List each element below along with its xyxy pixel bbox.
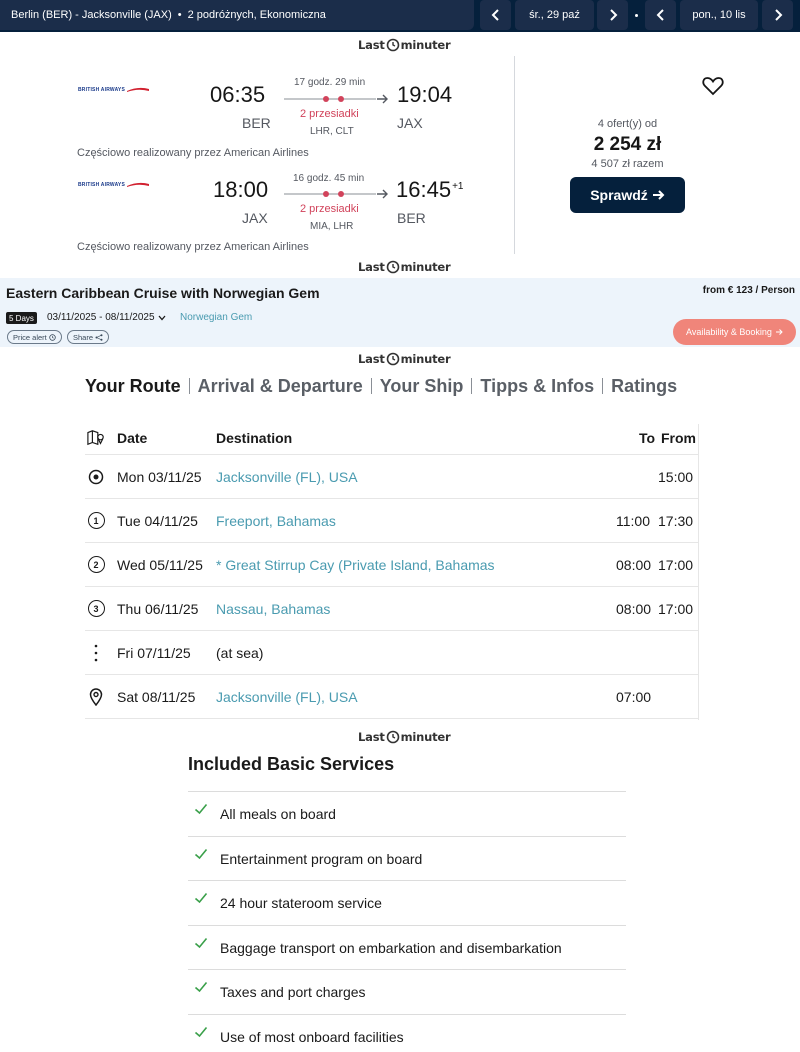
row-to: 07:00	[616, 688, 652, 705]
brand-right: minuter	[400, 352, 451, 366]
row-destination-link[interactable]: Nassau, Bahamas	[216, 600, 331, 617]
inbound-duration: 16 godz. 45 min	[293, 173, 365, 184]
depart-date[interactable]: śr., 29 paź	[515, 0, 594, 30]
itinerary-row	[85, 543, 698, 587]
outbound-route-line	[284, 93, 388, 105]
row-from: 17:30	[658, 512, 694, 529]
airline-swoosh-icon	[127, 182, 149, 188]
clock-icon	[386, 730, 400, 744]
outbound-stops: 2 przesiadki	[300, 108, 359, 120]
service-item	[188, 925, 626, 970]
service-label: Baggage transport on embarkation and disembarkation	[220, 939, 562, 956]
header-to: To	[639, 430, 656, 446]
check-icon	[194, 891, 208, 905]
outbound-operated-by: Częściowo realizowany przez American Airlines	[77, 147, 309, 159]
clock-icon	[386, 260, 400, 274]
flight-price: 2 254 zł	[593, 134, 662, 155]
flight-result-card	[0, 56, 800, 256]
tab-your-route[interactable]: Your Route	[85, 378, 190, 394]
check-icon	[194, 847, 208, 861]
check-icon	[194, 802, 208, 816]
airline-name: BRITISH AIRWAYS	[78, 87, 125, 93]
tab-ratings[interactable]: Ratings	[611, 376, 678, 396]
port-number-icon	[87, 512, 105, 530]
next-depart-date-button[interactable]	[597, 0, 628, 30]
flight-total-price: 4 507 zł razem	[591, 158, 664, 170]
brand-right: minuter	[400, 38, 451, 52]
row-date: Fri 07/11/25	[117, 644, 191, 661]
share-icon	[95, 334, 103, 341]
lastminuter-logo	[358, 730, 451, 744]
share-label: Share	[73, 332, 94, 342]
search-route: Berlin (BER) - Jacksonville (JAX)	[11, 9, 172, 21]
airline-logo	[78, 87, 149, 93]
chevron-down-icon	[158, 315, 166, 321]
row-to: 08:00	[616, 600, 652, 617]
inbound-departure-time: 18:00	[213, 177, 269, 202]
chevron-right-icon	[771, 8, 785, 22]
clock-icon	[49, 334, 56, 341]
outbound-departure-time: 06:35	[210, 82, 266, 107]
card-divider	[514, 56, 515, 254]
return-date[interactable]: pon., 10 lis	[680, 0, 758, 30]
header-destination: Destination	[216, 430, 293, 446]
inbound-via: MIA, LHR	[310, 221, 354, 232]
row-destination-link[interactable]: Freeport, Bahamas	[216, 512, 336, 529]
search-summary[interactable]	[0, 0, 474, 30]
cruise-ship-link[interactable]: Norwegian Gem	[180, 312, 253, 323]
row-date: Thu 06/11/25	[117, 600, 199, 617]
service-item	[188, 969, 626, 1014]
outbound-arrival-time: 19:04	[397, 82, 453, 107]
check-offer-label: Sprawdź	[590, 187, 648, 203]
chevron-left-icon	[654, 8, 668, 22]
cruise-days-badge: 5 Days	[6, 312, 37, 324]
inbound-arrival-time-value: 16:45	[396, 177, 452, 202]
cruise-dates: 03/11/2025 - 08/11/2025	[47, 312, 155, 323]
flight-search-bar	[0, 0, 800, 32]
check-icon	[194, 980, 208, 994]
airline-name: BRITISH AIRWAYS	[78, 182, 125, 188]
brand-right: minuter	[400, 260, 451, 274]
inbound-day-offset: +1	[452, 180, 464, 192]
search-travellers: 2 podróżnych, Ekonomiczna	[187, 9, 326, 21]
tab-tipps-infos[interactable]: Tipps & Infos	[472, 378, 603, 394]
pin-icon	[87, 688, 105, 706]
service-label: All meals on board	[220, 806, 336, 822]
brand-left: Last	[358, 352, 385, 366]
included-services	[188, 754, 626, 1052]
service-item	[188, 836, 626, 881]
row-destination-link[interactable]: Jacksonville (FL), USA	[216, 468, 358, 485]
itinerary-row	[85, 587, 698, 631]
row-from: 17:00	[658, 600, 694, 617]
chevron-left-icon	[489, 8, 503, 22]
cruise-from-price: from € 123 / Person	[702, 285, 795, 296]
service-item	[188, 791, 626, 836]
service-item	[188, 880, 626, 925]
header-date: Date	[117, 430, 148, 446]
clock-icon	[386, 352, 400, 366]
brand-left: Last	[358, 38, 385, 52]
route-tabs	[85, 374, 727, 398]
lastminuter-logo	[358, 260, 451, 274]
prev-depart-date-button[interactable]	[480, 0, 511, 30]
row-to: 11:00	[616, 512, 650, 529]
next-return-date-button[interactable]	[762, 0, 793, 30]
port-number-icon	[87, 600, 105, 618]
availability-label: Availability & Booking	[686, 327, 772, 337]
service-label: 24 hour stateroom service	[220, 895, 382, 911]
inbound-arrival-time	[396, 177, 463, 203]
port-number: 3	[88, 600, 105, 617]
brand-left: Last	[358, 260, 385, 274]
inbound-stops: 2 przesiadki	[300, 203, 359, 215]
clock-icon	[386, 38, 400, 52]
outbound-departure-code: BER	[242, 115, 271, 131]
port-number-icon	[87, 556, 105, 574]
service-label: Entertainment program on board	[220, 850, 423, 867]
lastminuter-logo	[358, 352, 451, 366]
separator-dot: •	[177, 9, 182, 21]
offers-count: 4 ofert(y) od	[597, 118, 658, 130]
chevron-right-icon	[606, 8, 620, 22]
arrow-right-icon	[652, 189, 665, 201]
brand-left: Last	[358, 730, 385, 744]
itinerary-header	[85, 422, 698, 455]
tab-your-ship[interactable]: Your Ship	[372, 378, 473, 394]
inbound-departure-code: JAX	[242, 210, 268, 226]
row-destination-link[interactable]: Jacksonville (FL), USA	[216, 688, 358, 705]
map-icon	[87, 429, 105, 447]
check-icon	[194, 1025, 208, 1039]
row-date: Sat 08/11/25	[117, 688, 196, 705]
row-date: Tue 04/11/25	[117, 512, 198, 529]
inbound-arrival-code: BER	[397, 210, 426, 226]
sea-icon	[87, 644, 105, 662]
inbound-route-line	[284, 188, 388, 200]
heart-icon[interactable]	[702, 76, 724, 96]
date-separator-dot	[635, 14, 638, 17]
row-destination-link[interactable]: * Great Stirrup Cay (Private Island, Bahamas	[216, 556, 495, 573]
price-alert-label: Price alert	[13, 332, 47, 342]
itinerary-row	[85, 631, 698, 675]
header-from: From	[661, 430, 696, 446]
arrow-right-icon	[775, 328, 783, 336]
itinerary-row	[85, 455, 698, 499]
itinerary-row	[85, 675, 698, 719]
start-icon	[87, 468, 105, 486]
outbound-via: LHR, CLT	[310, 126, 354, 137]
price-alert-button[interactable]	[7, 330, 62, 344]
row-from: 15:00	[658, 468, 694, 485]
lastminuter-logo	[358, 38, 451, 52]
service-item	[188, 1014, 626, 1052]
cruise-title[interactable]: Eastern Caribbean Cruise with Norwegian Gem	[6, 285, 320, 301]
airline-swoosh-icon	[127, 87, 149, 93]
cruise-date-selector[interactable]	[47, 312, 166, 323]
check-icon	[194, 936, 208, 950]
itinerary-row	[85, 499, 698, 543]
availability-booking-button[interactable]	[673, 319, 796, 345]
cruise-banner	[0, 278, 800, 347]
services-title: Included Basic Services	[188, 754, 395, 774]
row-date: Wed 05/11/25	[117, 556, 203, 573]
service-label: Use of most onboard facilities	[220, 1028, 404, 1045]
tab-arrival-departure[interactable]: Arrival & Departure	[190, 378, 372, 394]
row-date: Mon 03/11/25	[117, 468, 202, 485]
row-from: 17:00	[658, 556, 694, 573]
port-number: 1	[88, 512, 105, 529]
airline-logo	[78, 182, 149, 188]
brand-right: minuter	[400, 730, 451, 744]
inbound-operated-by: Częściowo realizowany przez American Airlines	[77, 241, 309, 253]
port-number: 2	[88, 556, 105, 573]
row-to: 08:00	[616, 556, 652, 573]
row-destination: (at sea)	[216, 644, 264, 661]
itinerary-scrollbar[interactable]	[698, 424, 713, 720]
outbound-arrival-code: JAX	[397, 115, 423, 131]
check-offer-button[interactable]	[570, 177, 685, 213]
share-button[interactable]	[67, 330, 109, 344]
service-label: Taxes and port charges	[220, 984, 366, 1000]
outbound-duration: 17 godz. 29 min	[294, 77, 366, 88]
prev-return-date-button[interactable]	[645, 0, 676, 30]
